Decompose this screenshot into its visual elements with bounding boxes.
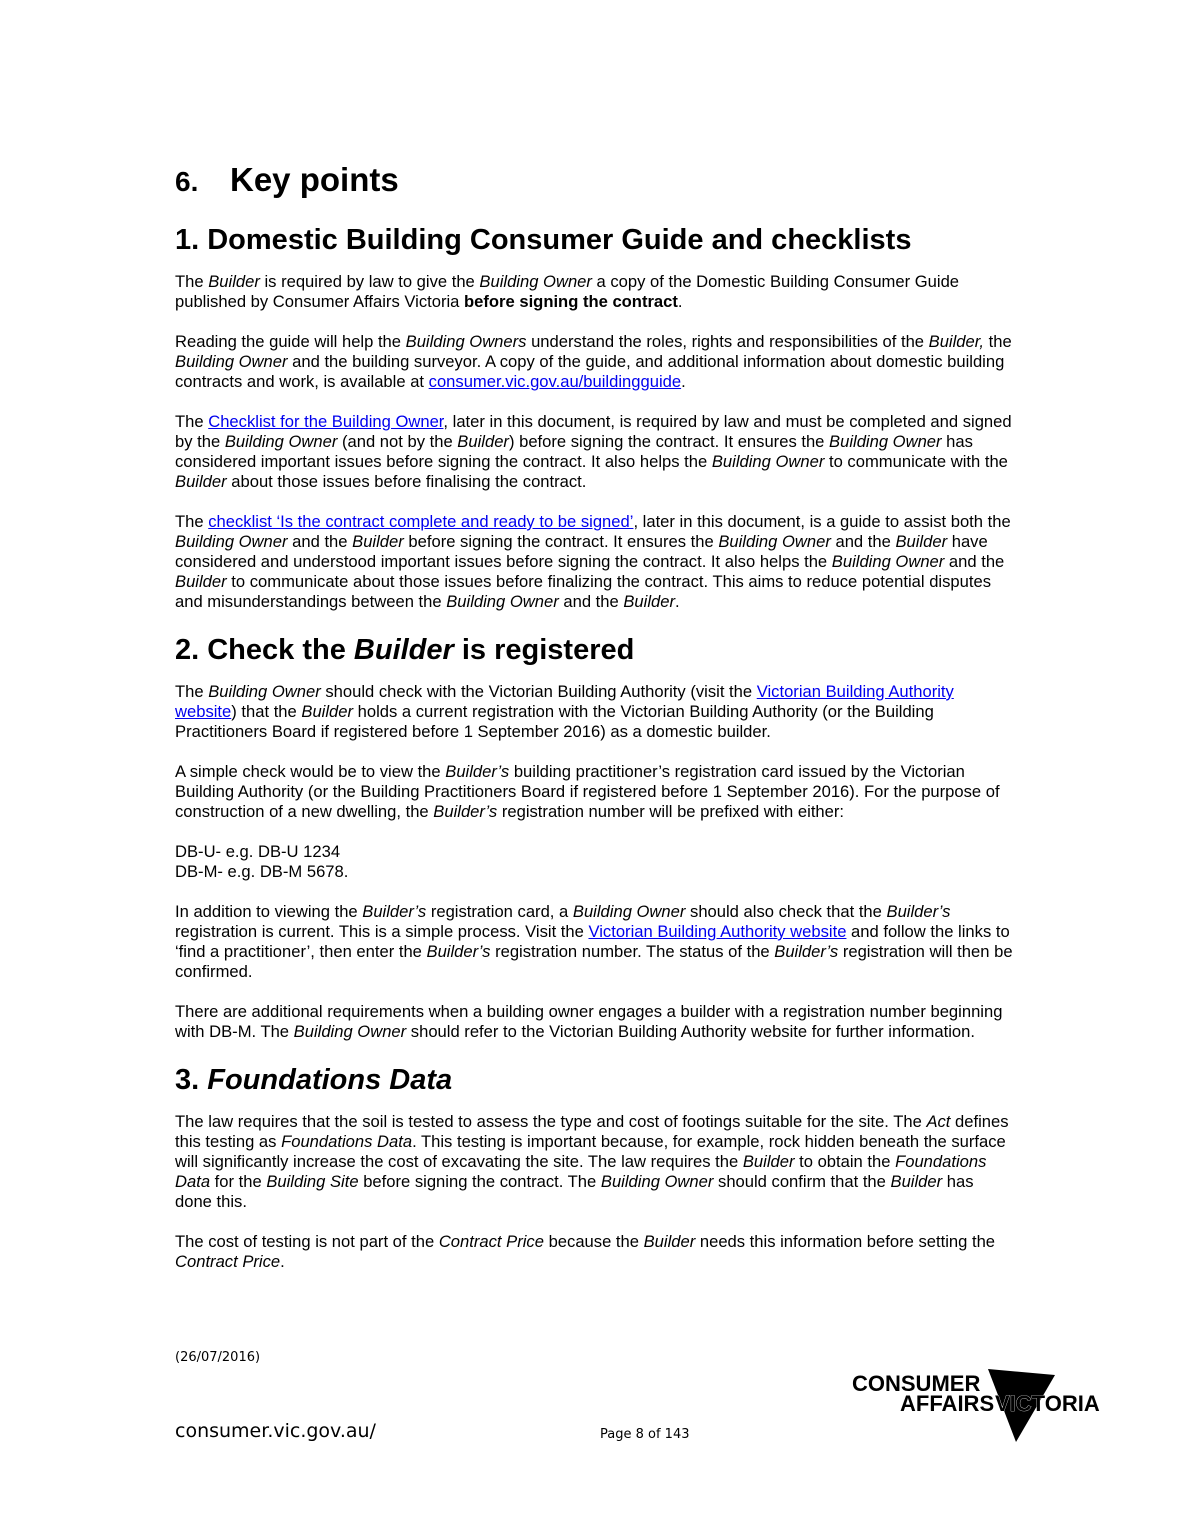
text-run: registration will then be confirmed.: [175, 942, 1013, 981]
text-run: understand the roles, rights and responsibilities of the: [526, 332, 929, 351]
text-run: building practitioner’s registration card issued by the Victorian Building Authority (or the Building Practitioners Board if registered before 1 September 2016). For the purpose of construction of a new dwelling, the: [175, 762, 1000, 821]
italic-term: Building Owners: [405, 332, 527, 351]
text-run: In addition to viewing the: [175, 902, 363, 921]
italic-term: Builder: [890, 1172, 943, 1191]
section-number: 6.: [175, 166, 199, 197]
italic-term: Act: [926, 1112, 951, 1131]
text-run: defines this testing as: [175, 1112, 1009, 1151]
italic-term: Builder: [301, 702, 354, 721]
title-text: Key points: [230, 161, 399, 198]
s3-paragraph-1: [175, 1112, 1015, 1212]
italic-term: Builder: [643, 1232, 696, 1251]
text-run: The: [175, 272, 209, 291]
logo-text-consumer: CONSUMER: [852, 1371, 981, 1396]
italic-term: Building Owner: [293, 1022, 407, 1041]
italic-term: Building Owner: [224, 432, 338, 451]
page-title: [175, 158, 1015, 204]
text-run: Reading the guide will help the: [175, 332, 406, 351]
italic-term: Building Site: [266, 1172, 359, 1191]
text-run: The: [175, 682, 209, 701]
text-run: to obtain the: [794, 1152, 896, 1171]
text-link[interactable]: Checklist for the Building Owner: [208, 412, 444, 431]
italic-term: Builder’s: [362, 902, 427, 921]
s2-paragraph-1: [175, 682, 1015, 742]
text-run: a copy of the Domestic Building Consumer Guide published by Consumer Affairs Victoria: [175, 272, 960, 311]
italic-term: Builder: [353, 634, 454, 666]
bold-text: before signing the contract: [464, 292, 678, 311]
italic-term: Building Owner: [831, 552, 945, 571]
logo-text-victoria: VICTORIA: [995, 1391, 1100, 1416]
section-1-heading: 1. Domestic Building Consumer Guide and checklists: [175, 224, 912, 256]
text-run: because the: [543, 1232, 644, 1251]
italic-term: Builder: [208, 272, 260, 291]
text-run: The cost of testing is not part of the: [175, 1232, 439, 1251]
italic-term: Builder’s: [774, 942, 839, 961]
text-run: .: [675, 592, 680, 611]
italic-term: Builder’s: [426, 942, 491, 961]
text-run: The: [175, 512, 209, 531]
s2-paragraph-3: [175, 902, 1015, 982]
text-run: The law requires that the soil is tested to assess the type and cost of footings suitable for the site. The: [175, 1112, 927, 1131]
text-run: should confirm that the: [713, 1172, 891, 1191]
text-run: has done this.: [175, 1172, 974, 1211]
text-run: 3.: [175, 1064, 208, 1096]
text-run: .: [677, 292, 683, 311]
italic-term: Builder’s: [433, 802, 498, 821]
text-link[interactable]: Victorian Building Authority website: [588, 922, 847, 941]
italic-term: Builder: [175, 572, 227, 591]
text-run: before signing the contract. It ensures the: [403, 532, 719, 551]
text-run: holds a current registration with the Victorian Building Authority (or the Building Practitioners Board if registered before 1 September 2016) as a domestic builder.: [175, 702, 934, 741]
italic-term: Builder: [895, 532, 948, 551]
italic-term: Builder: [623, 592, 675, 611]
italic-term: Building Owner: [479, 272, 592, 291]
text-run: has considered important issues before signing the contract. It also helps the: [175, 432, 973, 471]
italic-term: Building Owner: [446, 592, 559, 611]
text-run: is registered: [453, 634, 635, 666]
s3-paragraph-2: [175, 1232, 1015, 1272]
text-run: to communicate with the: [824, 452, 1008, 471]
text-run: and the building surveyor. A copy of the guide, and additional information about domestic building contracts and work, is available at: [175, 352, 1005, 391]
italic-term: Building Owner: [600, 1172, 714, 1191]
text-link[interactable]: checklist ‘Is the contract complete and ready to be signed’: [208, 512, 634, 531]
text-run: and the: [830, 532, 896, 551]
text-run: registration number. The status of the: [490, 942, 775, 961]
text-link[interactable]: Victorian Building Authority website: [175, 682, 954, 721]
section-2-heading: [175, 632, 1015, 668]
section-3-heading: [175, 1062, 1015, 1098]
consumer-affairs-victoria-logo: [850, 1366, 1115, 1446]
text-run: ) before signing the contract. It ensures the: [508, 432, 830, 451]
logo-text-affairs: AFFAIRS: [900, 1391, 995, 1416]
s1-paragraph-3: [175, 412, 1015, 492]
italic-term: Building Owner: [829, 432, 942, 451]
italic-term: Contract Price: [438, 1232, 544, 1251]
italic-term: Builder’s: [445, 762, 510, 781]
text-run: before signing the contract. The: [358, 1172, 601, 1191]
footer-date: (26/07/2016): [175, 1350, 261, 1365]
prefix-line-1: DB-U- e.g. DB-U 1234: [175, 842, 341, 861]
italic-term: Building Owner: [711, 452, 825, 471]
text-run: registration number will be prefixed with either:: [497, 802, 845, 821]
text-run: . This testing is important because, for example, rock hidden beneath the surface will significantly increase the cost of excavating the site. The law requires the: [175, 1132, 1006, 1171]
text-run: to communicate about those issues before finalizing the contract. This aims to reduce potential disputes and misunderstandings between the: [175, 572, 992, 611]
text-run: , later in this document, is a guide to assist both the: [633, 512, 1011, 531]
text-run: and follow the links to ‘find a practitioner’, then enter the: [175, 922, 1010, 961]
s1-paragraph-1: [175, 272, 1015, 312]
text-run: needs this information before setting the: [695, 1232, 996, 1251]
text-run: should check with the Victorian Building Authority (visit the: [320, 682, 757, 701]
s2-paragraph-4: [175, 1002, 1015, 1042]
text-run: have considered and understood important issues before signing the contract. It also helps the: [175, 532, 988, 571]
italic-term: Building Owner: [208, 682, 321, 701]
italic-term: Building Owner: [175, 352, 288, 371]
text-run: (and not by the: [337, 432, 458, 451]
italic-term: Builder: [352, 532, 404, 551]
text-run: There are additional requirements when a building owner engages a builder with a registration number beginning with DB-M. The: [175, 1002, 1003, 1041]
italic-term: Foundations Data: [207, 1064, 453, 1096]
s1-paragraph-2: [175, 332, 1015, 392]
text-run: ) that the: [231, 702, 302, 721]
italic-term: Foundations Data: [175, 1152, 987, 1191]
text-run: about those issues before finalising the contract.: [226, 472, 587, 491]
italic-term: Builder: [742, 1152, 795, 1171]
text-link[interactable]: consumer.vic.gov.au/buildingguide: [428, 372, 682, 391]
text-run: is required by law to give the: [259, 272, 480, 291]
italic-term: Builder: [457, 432, 509, 451]
text-run: registration is current. This is a simple process. Visit the: [175, 922, 589, 941]
page-number: Page 8 of 143: [600, 1427, 690, 1442]
s2-paragraph-2: [175, 762, 1015, 822]
text-run: for the: [210, 1172, 267, 1191]
italic-term: Building Owner: [175, 532, 288, 551]
text-run: 2. Check the: [175, 634, 354, 666]
text-run: registration card, a: [426, 902, 573, 921]
text-run: , later in this document, is required by law and must be completed and signed by the: [175, 412, 1012, 451]
text-run: and the: [558, 592, 624, 611]
text-run: .: [681, 372, 686, 391]
italic-term: Builder,: [928, 332, 984, 351]
text-run: the: [984, 332, 1012, 351]
text-run: should also check that the: [685, 902, 887, 921]
text-run: .: [280, 1252, 285, 1271]
italic-term: Contract Price: [175, 1252, 281, 1271]
page-content: [175, 158, 1015, 1292]
italic-term: Builder’s: [886, 902, 951, 921]
italic-term: Builder: [175, 472, 227, 491]
italic-term: Foundations Data: [281, 1132, 413, 1151]
text-run: A simple check would be to view the: [175, 762, 446, 781]
text-run: should refer to the Victorian Building Authority website for further information.: [406, 1022, 975, 1041]
s1-paragraph-4: [175, 512, 1015, 612]
italic-term: Building Owner: [718, 532, 831, 551]
italic-term: Building Owner: [572, 902, 686, 921]
text-run: and the: [944, 552, 1005, 571]
text-run: and the: [287, 532, 353, 551]
text-run: The: [175, 412, 209, 431]
footer-url: consumer.vic.gov.au/: [175, 1420, 376, 1442]
prefix-line-2: DB-M- e.g. DB-M 5678.: [175, 862, 349, 881]
